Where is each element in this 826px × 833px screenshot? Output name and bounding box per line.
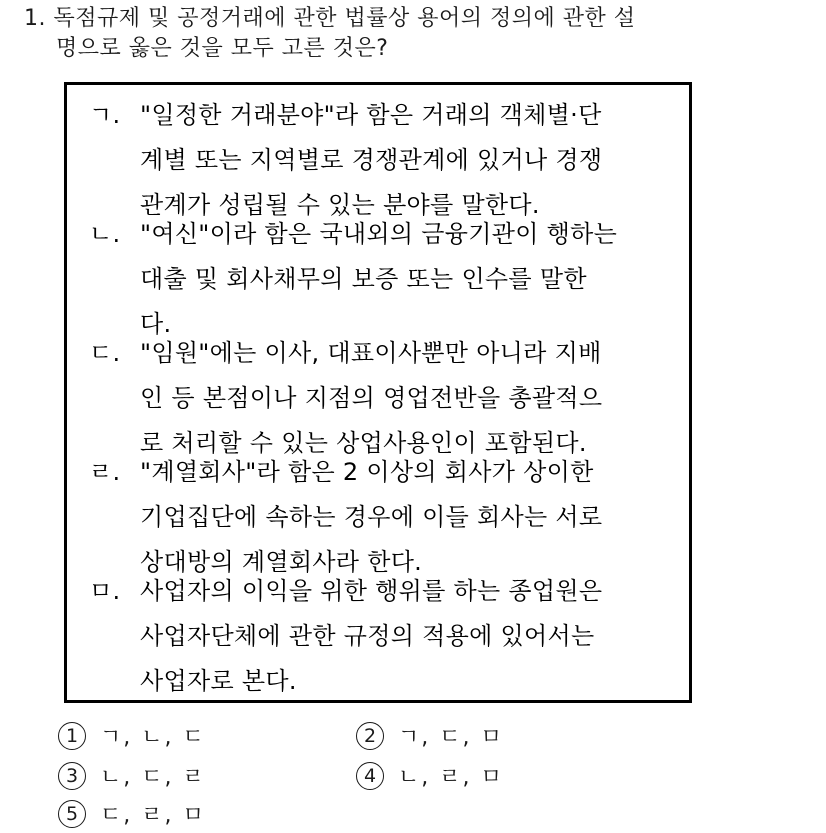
statement-nieun [89, 212, 617, 347]
question-text-line-1: 독점규제 및 공정거래에 관한 법률상 용어의 정의에 관한 설 [53, 6, 636, 31]
statement-line: 계별 또는 지역별로 경쟁관계에 있거나 경쟁 [140, 146, 603, 174]
statement-line: 상대방의 계열회사라 한다. [140, 548, 423, 576]
statement-digeut [89, 331, 602, 466]
choice-1[interactable] [58, 720, 206, 751]
choice-text: ㄷ, ㄹ, ㅁ [100, 803, 206, 828]
statement-line: 대출 및 회사채무의 보증 또는 인수를 말한 [140, 265, 587, 293]
choice-number: 2 [356, 722, 384, 750]
statement-line: 사업자단체에 관한 규정의 적용에 있어서는 [140, 622, 595, 650]
choice-number: 4 [356, 762, 384, 790]
statement-line: "일정한 거래분야"라 함은 거래의 객체별·단 [140, 101, 602, 129]
statement-line: 기업집단에 속하는 경우에 이들 회사는 서로 [140, 503, 603, 531]
statement-line: 관계가 성립될 수 있는 분야를 말한다. [140, 191, 540, 219]
statements-box [64, 82, 692, 703]
statement-marker: ㄹ. [89, 458, 121, 486]
choice-3[interactable] [58, 760, 206, 791]
statement-marker: ㄱ. [89, 101, 121, 129]
choice-4[interactable] [356, 760, 504, 791]
statement-line: 사업자의 이익을 위한 행위를 하는 종업원은 [140, 577, 603, 605]
statement-mieum [89, 569, 602, 704]
choice-number: 5 [58, 800, 86, 828]
question-stem [24, 4, 804, 64]
choice-text: ㄱ, ㄷ, ㅁ [398, 725, 504, 750]
choice-text: ㄴ, ㄷ, ㄹ [100, 765, 206, 790]
choice-5[interactable] [58, 798, 206, 829]
statement-line: 사업자로 본다. [140, 667, 297, 695]
statement-line: 로 처리할 수 있는 상업사용인이 포함된다. [140, 429, 587, 457]
statement-line: "임원"에는 이사, 대표이사뿐만 아니라 지배 [140, 339, 602, 367]
statement-giyeok [89, 93, 602, 228]
question-line-2 [24, 34, 804, 64]
choice-text: ㄴ, ㄹ, ㅁ [398, 765, 504, 790]
question-text-line-2: 명으로 옳은 것을 모두 고른 것은? [56, 36, 389, 61]
question-number: 1. [24, 6, 46, 31]
choice-number: 1 [58, 722, 86, 750]
statement-line: "여신"이라 함은 국내외의 금융기관이 행하는 [140, 220, 618, 248]
choice-number: 3 [58, 762, 86, 790]
statement-line: "계열회사"라 함은 2 이상의 회사가 상이한 [140, 458, 594, 486]
statement-line: 다. [140, 310, 172, 338]
statement-line: 인 등 본점이나 지점의 영업전반을 총괄적으 [140, 384, 603, 412]
statement-marker: ㅁ. [89, 577, 121, 605]
question-line-1 [24, 4, 804, 34]
statement-rieul [89, 450, 602, 585]
statement-marker: ㄴ. [89, 220, 121, 248]
choice-2[interactable] [356, 720, 504, 751]
statement-marker: ㄷ. [89, 339, 121, 367]
choice-text: ㄱ, ㄴ, ㄷ [100, 725, 206, 750]
